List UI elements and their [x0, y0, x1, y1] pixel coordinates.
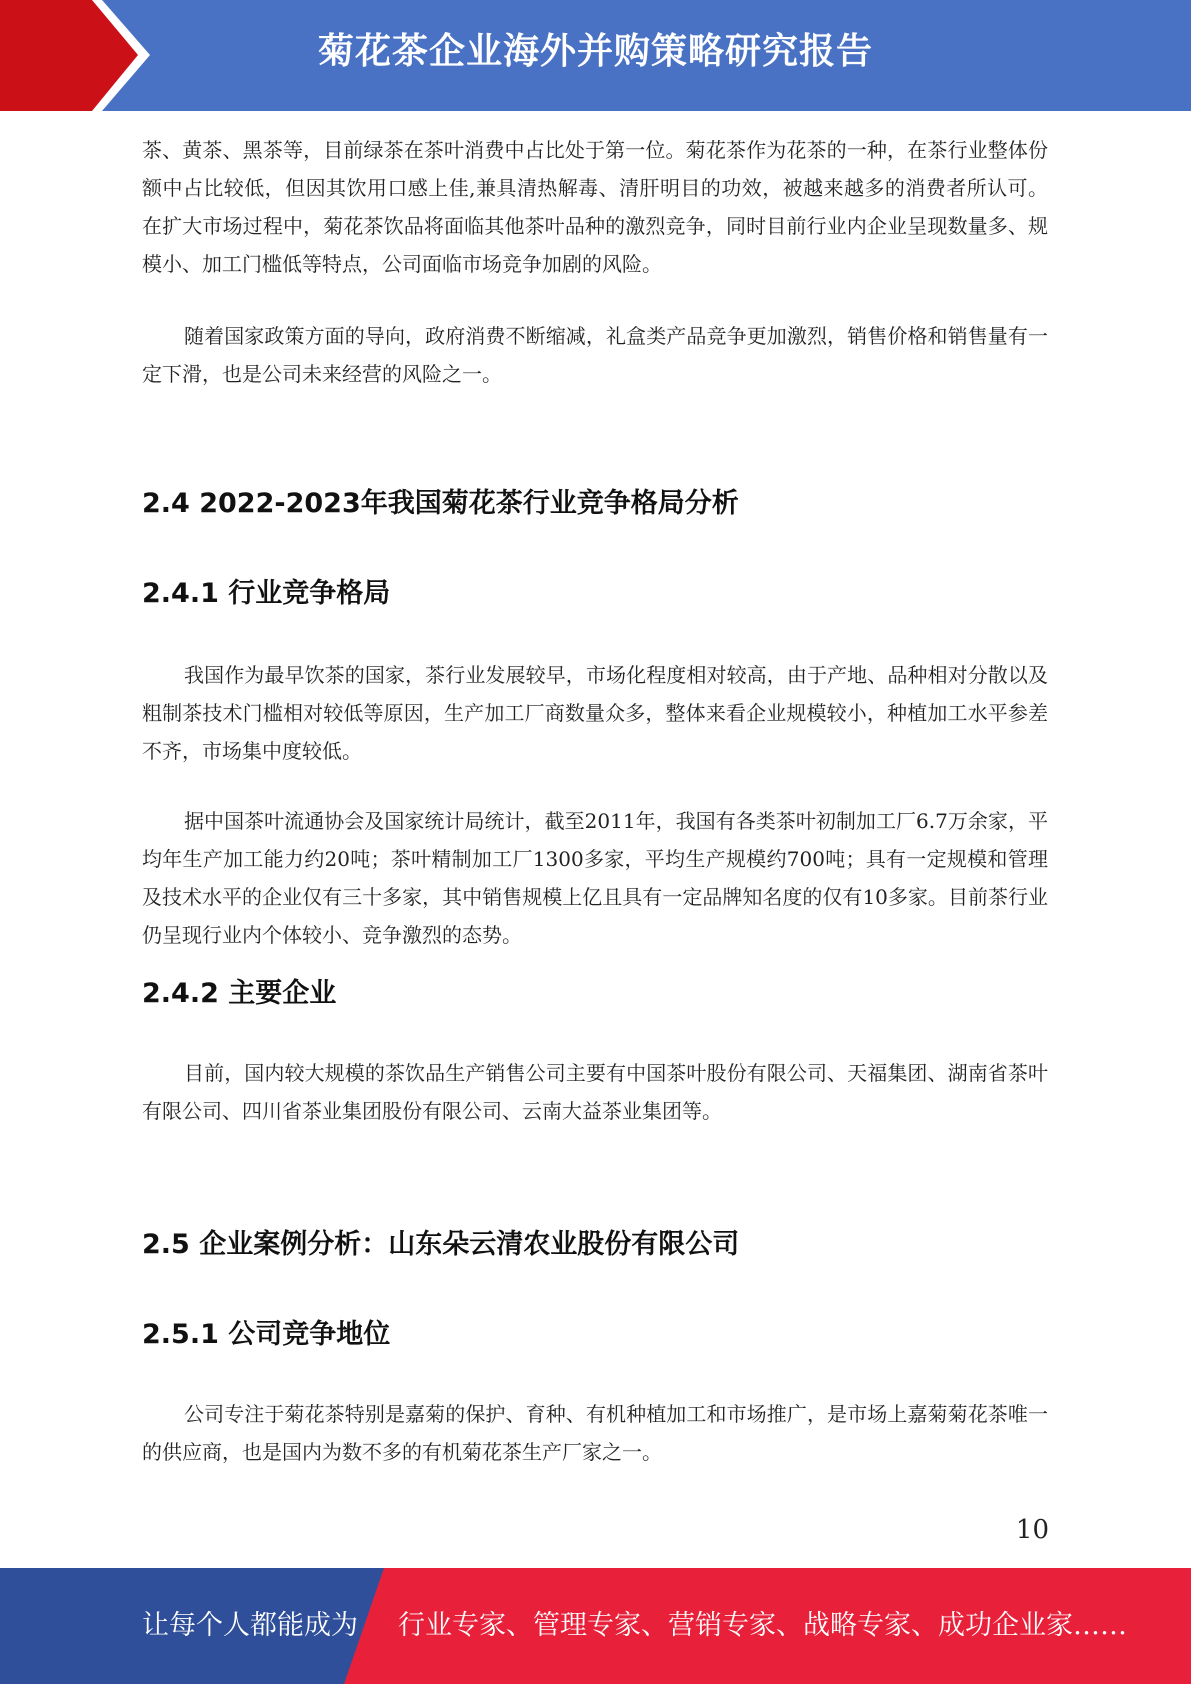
body-paragraph: 我国作为最早饮茶的国家，茶行业发展较早，市场化程度相对较高，由于产地、品种相对分散以及粗制茶技术门槛相对较低等原因，生产加工厂商数量众多，整体来看企业规模较小，种植加工水平参差不齐，市场集中度较低。	[142, 663, 1048, 763]
section-heading-2-5-1: 2.5.1 公司竞争地位	[142, 1319, 391, 1350]
section-heading-2-4: 2.4 2022-2023年我国菊花茶行业竞争格局分析	[142, 488, 739, 519]
body-paragraph: 随着国家政策方面的导向，政府消费不断缩减，礼盒类产品竞争更加激烈，销售价格和销售量有一定下滑，也是公司未来经营的风险之一。	[142, 324, 1048, 386]
body-paragraph: 目前，国内较大规模的茶饮品生产销售公司主要有中国茶叶股份有限公司、天福集团、湖南省茶叶有限公司、四川省茶业集团股份有限公司、云南大益茶业集团等。	[142, 1061, 1048, 1123]
footer-band	[0, 1568, 1191, 1684]
body-paragraph: 据中国茶叶流通协会及国家统计局统计，截至2011年，我国有各类茶叶初制加工厂6.7万余家，平均年生产加工能力约20吨；茶叶精制加工厂1300多家，平均生产规模约700吨；具有一定规模和管理及技术水平的企业仅有三十多家，其中销售规模上亿且具有一定品牌知名度的仅有10多家。目前茶行业仍呈现行业内个体较小、竞争激烈的态势。	[142, 809, 1048, 947]
report-title: 菊花茶企业海外并购策略研究报告	[317, 31, 873, 72]
body-paragraph: 茶、黄茶、黑茶等，目前绿茶在茶叶消费中占比处于第一位。菊花茶作为花茶的一种，在茶行业整体份额中占比较低，但因其饮用口感上佳,兼具清热解毒、清肝明目的功效，被越来越多的消费者所认可。在扩大市场过程中，菊花茶饮品将面临其他茶叶品种的激烈竞争，同时目前行业内企业呈现数量多、规模小、加工门槛低等特点，公司面临市场竞争加剧的风险。	[142, 138, 1048, 276]
footer-slogan-left: 让每个人都能成为	[142, 1610, 358, 1641]
body-paragraph: 公司专注于菊花茶特别是嘉菊的保护、育种、有机种植加工和市场推广，是市场上嘉菊菊花茶唯一的供应商，也是国内为数不多的有机菊花茶生产厂家之一。	[142, 1402, 1048, 1464]
header-band	[0, 0, 1191, 111]
footer-slogan-right: 行业专家、管理专家、营销专家、战略专家、成功企业家……	[398, 1610, 1127, 1641]
page-content	[142, 131, 1048, 1471]
page-number: 10	[1015, 1515, 1049, 1545]
section-heading-2-4-1: 2.4.1 行业竞争格局	[142, 578, 391, 609]
section-heading-2-4-2: 2.4.2 主要企业	[142, 978, 337, 1009]
section-heading-2-5: 2.5 企业案例分析：山东朵云清农业股份有限公司	[142, 1229, 740, 1260]
